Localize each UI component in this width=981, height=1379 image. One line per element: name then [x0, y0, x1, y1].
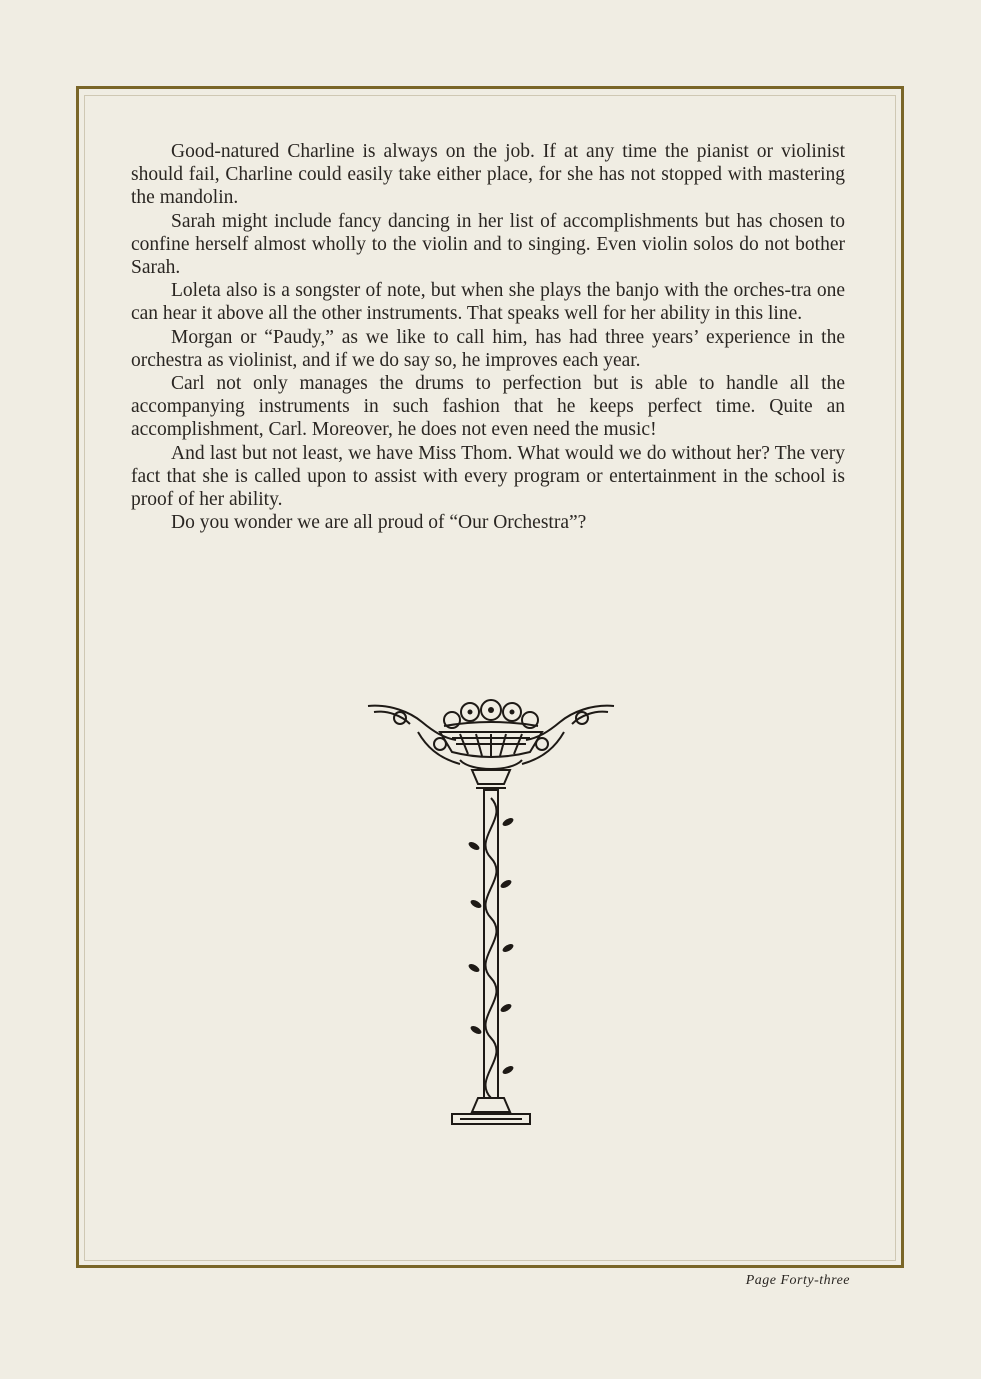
flower-basket-pedestal-icon: [360, 698, 622, 1138]
paragraph-miss-thom: And last but not least, we have Miss Thom. What would we do without her? The very fact that she is called upon to assist with every program or entertainment in the school is proof of her ability.: [131, 442, 845, 511]
page-number: Page Forty-three: [745, 1273, 850, 1288]
paragraph-loleta: Loleta also is a songster of note, but when she plays the banjo with the orches-tra one can hear it above all the other instruments. That speaks well for her ability in this line.: [131, 280, 845, 325]
paragraph-sarah: Sarah might include fancy dancing in her list of accomplishments but has chosen to confine herself almost wholly to the violin and to singing. Even violin solos do not bother Sarah.: [131, 210, 845, 279]
paragraph-charline: Good-natured Charline is always on the job. If at any time the pianist or violinist should fail, Charline could easily take either place, for she has not stopped with mastering the mandolin.: [131, 141, 845, 209]
paragraph-closing: Do you wonder we are all proud of “Our Orchestra”?: [171, 512, 587, 534]
article-body: [131, 140, 845, 534]
paragraph-morgan: Morgan or “Paudy,” as we like to call him, has had three years’ experience in the orchestra as violinist, and if we do say so, he improves each year.: [131, 326, 845, 371]
paragraph-carl: Carl not only manages the drums to perfection but is able to handle all the accompanying instruments in such fashion that he keeps perfect time. Quite an accomplishment, Carl. Moreover, he does not even need the music!: [131, 373, 845, 441]
